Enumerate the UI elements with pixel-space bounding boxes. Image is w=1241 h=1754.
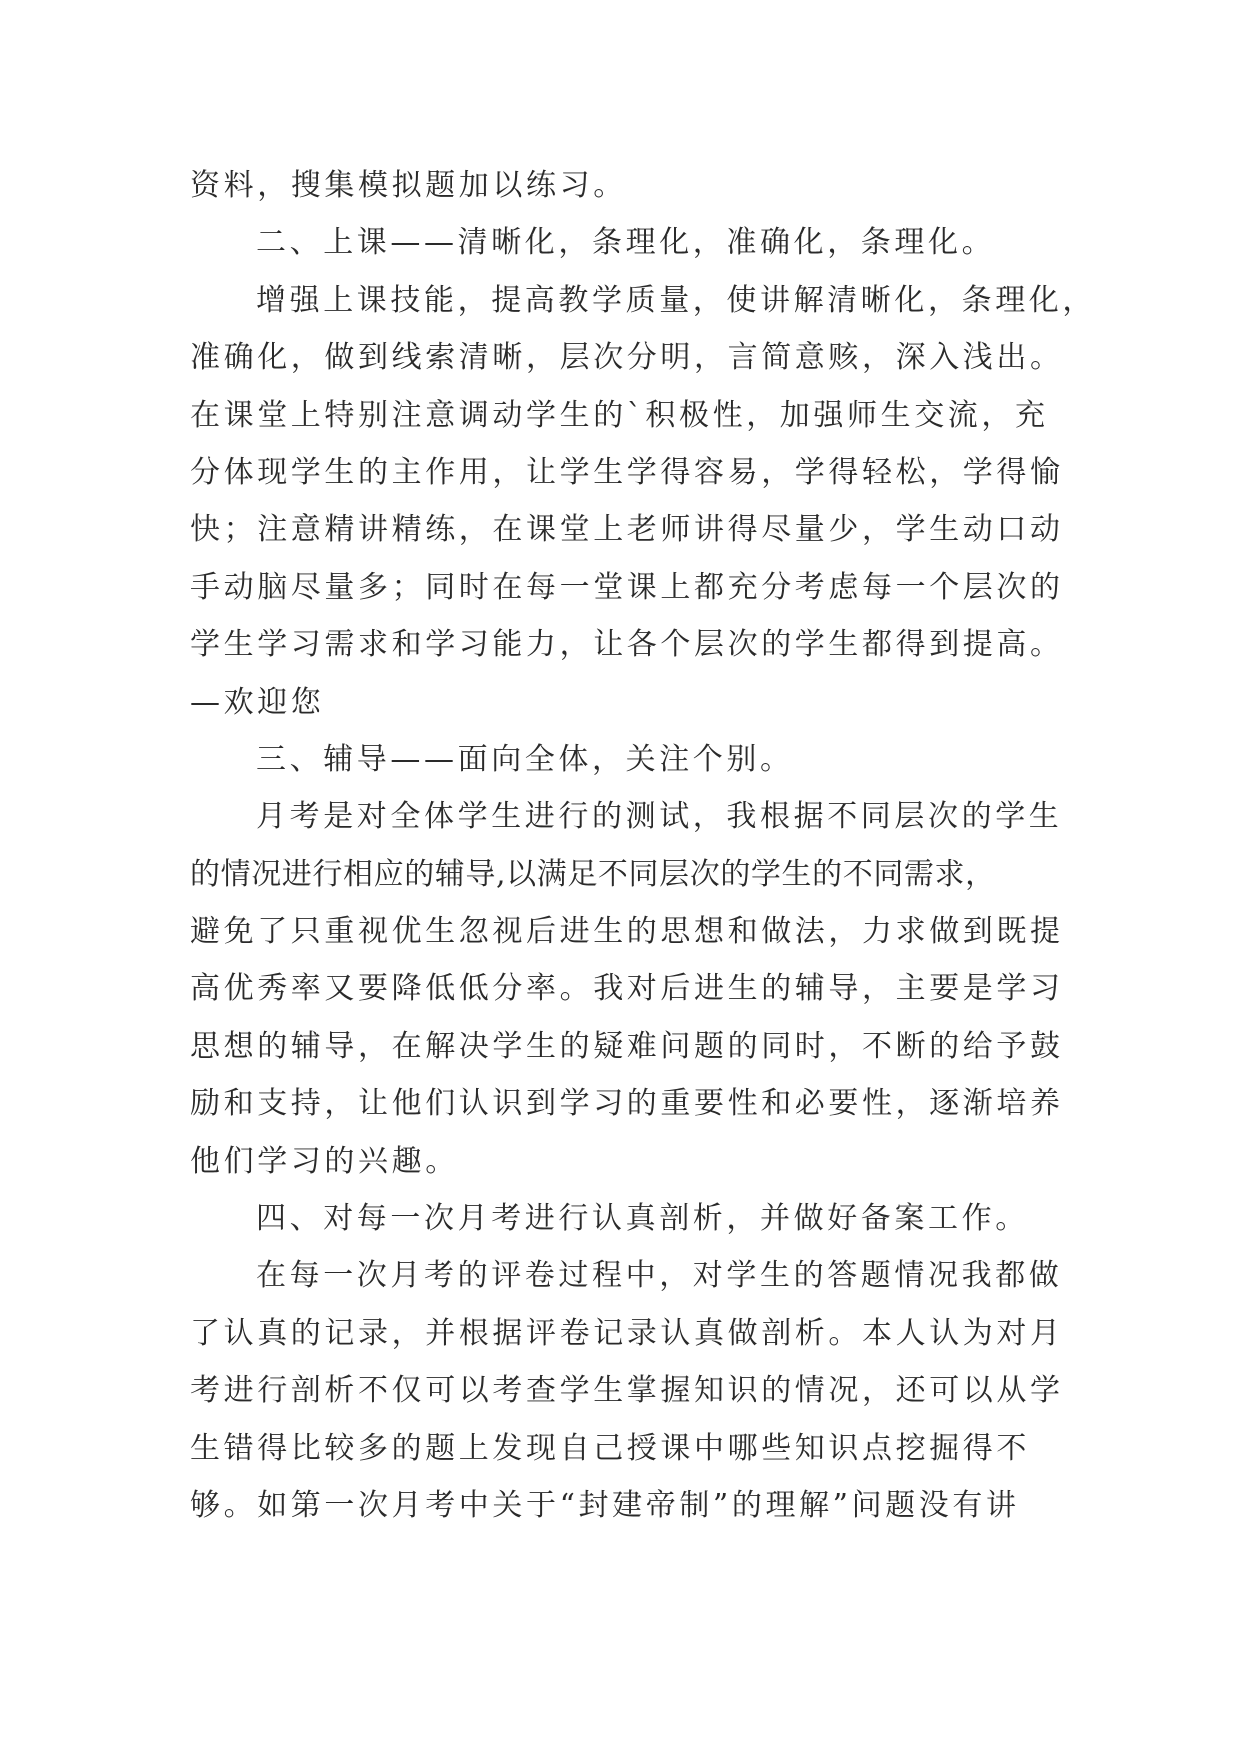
text-line: 快；注意精讲精练，在课堂上老师讲得尽量少，学生动口动 [190,512,1064,548]
text-line: 思想的辅导，在解决学生的疑难问题的同时，不断的给予鼓 [190,1028,1064,1064]
text-line: 在课堂上特别注意调动学生的`积极性，加强师生交流，充 [190,397,1049,433]
text-line: 考进行剖析不仅可以考查学生掌握知识的情况，还可以从学 [190,1373,1064,1409]
text-line: 在每一次月考的评卷过程中，对学生的答题情况我都做 [256,1258,1063,1294]
text-line: 了认真的记录，并根据评卷记录认真做剖析。本人认为对月 [190,1315,1064,1351]
text-line: 分体现学生的主作用，让学生学得容易，学得轻松，学得愉 [190,454,1064,490]
text-line: —欢迎您 [190,684,325,720]
text-line: 月考是对全体学生进行的测试，我根据不同层次的学生 [256,799,1063,835]
text-line: 资料，搜集模拟题加以练习。 [190,168,627,203]
section-heading-4: 四、对每一次月考进行认真剖析，并做好备案工作。 [256,1201,1029,1237]
text-line: 准确化，做到线索清晰，层次分明，言简意赅，深入浅出。 [190,340,1064,376]
text-line: 避免了只重视优生忽视后进生的思想和做法，力求做到既提 [190,914,1064,950]
text-line: 高优秀率又要降低低分率。我对后进生的辅导，主要是学习 [190,971,1064,1007]
section-heading-2: 二、上课——清晰化，条理化，准确化，条理化。 [256,225,996,261]
text-line: 增强上课技能，提高教学质量，使讲解清晰化，条理化， [256,282,1096,318]
document-body [190,157,1096,1534]
text-line: 够。如第一次月考中关于“封建帝制”的理解”问题没有讲 [190,1487,1020,1523]
text-line: 手动脑尽量多；同时在每一堂课上都充分考虑每一个层次的 [190,569,1064,605]
text-line: 励和支持，让他们认识到学习的重要性和必要性，逐渐培养 [190,1086,1064,1122]
text-line: 的情况进行相应的辅导,以满足不同层次的学生的不同需求， [190,856,996,892]
text-line: 生错得比较多的题上发现自己授课中哪些知识点挖掘得不 [190,1430,1030,1466]
text-line: 学生学习需求和学习能力，让各个层次的学生都得到提高。 [190,627,1064,663]
section-heading-3: 三、辅导——面向全体，关注个别。 [256,741,794,777]
text-line: 他们学习的兴趣。 [190,1143,459,1179]
